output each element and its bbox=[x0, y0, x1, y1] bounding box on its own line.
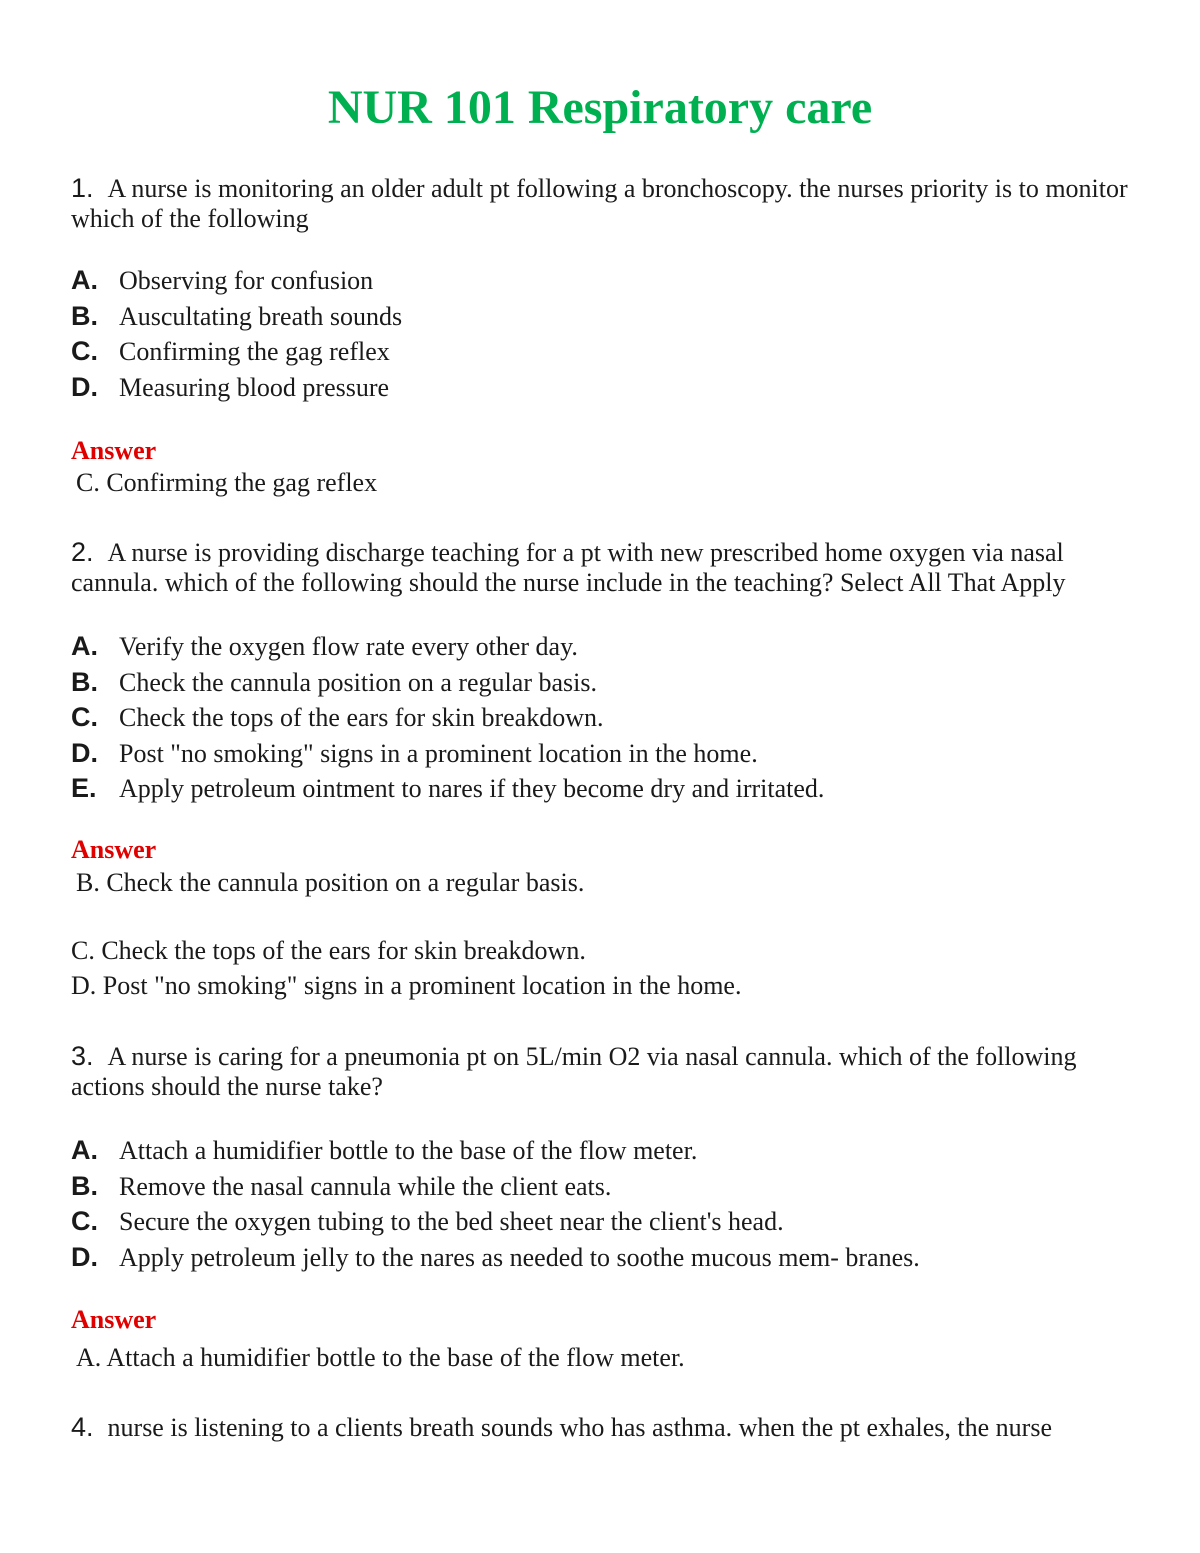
option-e bbox=[71, 771, 1151, 807]
option-c bbox=[71, 700, 1151, 736]
answer-text: C. Check the tops of the ears for skin breakdown. bbox=[71, 936, 586, 965]
option-letter: B. bbox=[71, 666, 98, 697]
option-letter: D. bbox=[71, 1241, 98, 1272]
option-c bbox=[71, 334, 1151, 370]
answer-text: D. Post "no smoking" signs in a prominent location in the home. bbox=[71, 971, 742, 1000]
question-1 bbox=[71, 173, 1131, 234]
answer-label: Answer bbox=[71, 436, 157, 465]
question-number: 2. bbox=[71, 537, 94, 567]
option-text: Observing for confusion bbox=[119, 266, 374, 295]
option-b bbox=[71, 299, 1151, 335]
option-text: Auscultating breath sounds bbox=[119, 301, 403, 331]
option-letter: A. bbox=[71, 631, 98, 661]
question-number: 4. bbox=[71, 1412, 94, 1442]
option-b bbox=[71, 665, 1151, 701]
option-letter: A. bbox=[71, 265, 98, 295]
option-letter: D. bbox=[71, 371, 98, 402]
question-number: 1. bbox=[71, 173, 94, 203]
option-letter: D. bbox=[71, 737, 98, 768]
option-letter: B. bbox=[71, 1170, 98, 1201]
option-d bbox=[71, 736, 1151, 772]
option-letter: C. bbox=[71, 702, 98, 732]
answer-text: C. Confirming the gag reflex bbox=[76, 468, 378, 497]
answer-text: B. Check the cannula position on a regular basis. bbox=[76, 868, 585, 897]
answer-text: A. Attach a humidifier bottle to the base of the flow meter. bbox=[76, 1343, 685, 1372]
option-letter: C. bbox=[71, 336, 98, 366]
option-text: Attach a humidifier bottle to the base of the flow meter. bbox=[119, 1136, 698, 1165]
option-letter: A. bbox=[71, 1135, 98, 1165]
option-d bbox=[71, 1240, 1151, 1276]
option-d bbox=[71, 370, 1151, 406]
question-2 bbox=[71, 537, 1151, 598]
option-b bbox=[71, 1169, 1151, 1205]
option-a bbox=[71, 263, 1151, 299]
answer-label: Answer bbox=[71, 1305, 157, 1334]
option-text: Apply petroleum jelly to the nares as needed to soothe mucous mem- branes. bbox=[119, 1242, 920, 1272]
option-text: Check the cannula position on a regular basis. bbox=[119, 667, 597, 697]
question-text: A nurse is providing discharge teaching for a pt with new prescribed home oxygen via nasal cannula. which of the following should the nurse include in the teaching? Select All That Apply bbox=[71, 538, 1066, 597]
question-number: 3. bbox=[71, 1041, 94, 1071]
option-text: Post "no smoking" signs in a prominent location in the home. bbox=[119, 738, 758, 768]
option-text: Verify the oxygen flow rate every other day. bbox=[119, 632, 578, 661]
option-letter: E. bbox=[71, 773, 97, 803]
option-text: Remove the nasal cannula while the client eats. bbox=[119, 1171, 612, 1201]
question-text: nurse is listening to a clients breath sounds who has asthma. when the pt exhales, the nurse bbox=[107, 1413, 1052, 1442]
option-letter: C. bbox=[71, 1206, 98, 1236]
question-2-options bbox=[71, 629, 1151, 807]
question-3 bbox=[71, 1041, 1151, 1102]
option-text: Confirming the gag reflex bbox=[119, 337, 390, 366]
option-c bbox=[71, 1204, 1151, 1240]
option-letter: B. bbox=[71, 300, 98, 331]
question-1-options bbox=[71, 263, 1151, 405]
question-text: A nurse is monitoring an older adult pt following a bronchoscopy. the nurses priority is to monitor which of the following bbox=[71, 174, 1128, 233]
option-text: Check the tops of the ears for skin breakdown. bbox=[119, 703, 604, 732]
option-text: Measuring blood pressure bbox=[119, 372, 390, 402]
answer-label: Answer bbox=[71, 835, 157, 864]
option-a bbox=[71, 629, 1151, 665]
option-a bbox=[71, 1133, 1151, 1169]
page-title: NUR 101 Respiratory care bbox=[327, 81, 873, 134]
option-text: Secure the oxygen tubing to the bed sheet near the client's head. bbox=[119, 1207, 784, 1236]
question-text: A nurse is caring for a pneumonia pt on 5L/min O2 via nasal cannula. which of the following actions should the nurse take? bbox=[71, 1042, 1077, 1101]
question-3-options bbox=[71, 1133, 1151, 1275]
option-text: Apply petroleum ointment to nares if they become dry and irritated. bbox=[119, 774, 825, 803]
question-4 bbox=[71, 1412, 1151, 1443]
